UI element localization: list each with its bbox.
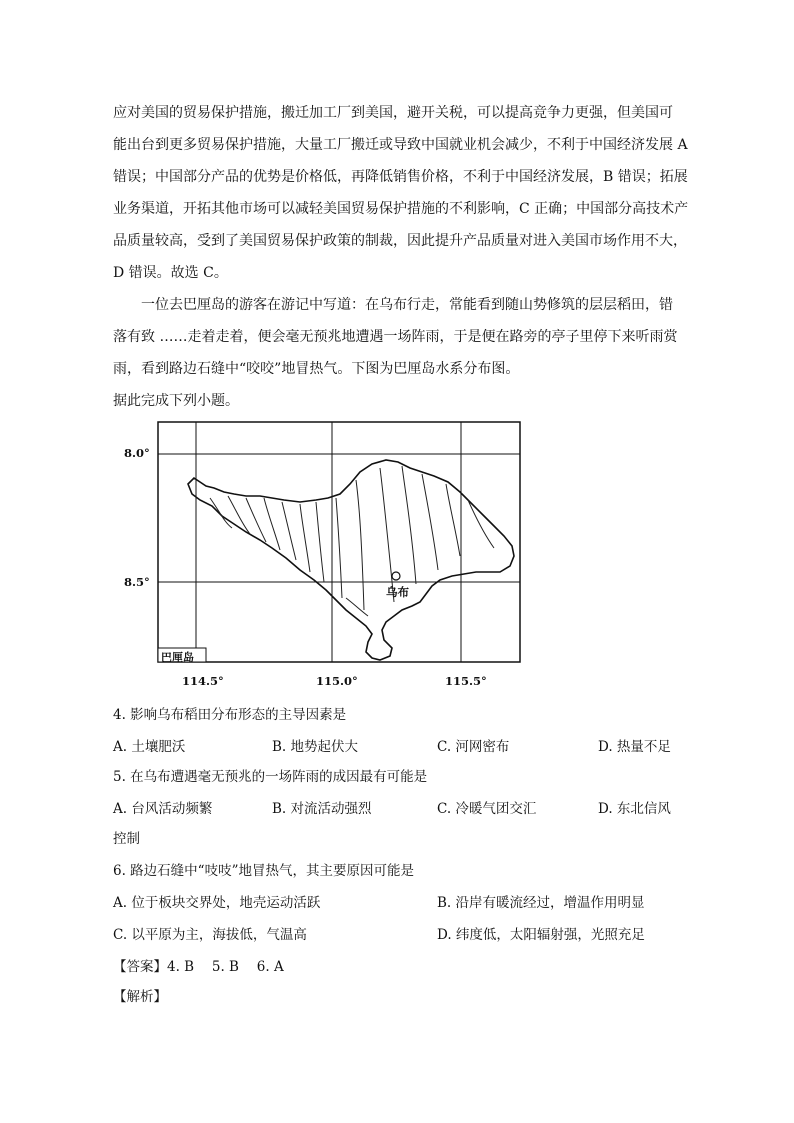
option-a: A. 台风活动频繁 xyxy=(113,801,213,817)
passage-line: D 错误。故选 C。 xyxy=(113,265,228,281)
option-d: D. 热量不足 xyxy=(598,739,671,755)
analysis-heading: 【解析】 xyxy=(113,989,167,1005)
lon-label: 115.0° xyxy=(316,674,358,688)
option-b: B. 地势起伏大 xyxy=(272,739,359,755)
passage-line: 品质量较高，受到了美国贸易保护政策的制裁，因此提升产品质量对进入美国市场作用不大， xyxy=(113,233,687,249)
question-stem: 5. 在乌布遭遇毫无预兆的一场阵雨的成因最有可能是 xyxy=(113,769,428,785)
option-d-wrap: 控制 xyxy=(113,831,140,847)
island-label: 巴厘岛 xyxy=(161,651,194,664)
material-line: 落有致 ……走着走着，便会毫无预兆地遭遇一场阵雨，于是便在路旁的亭子里停下来听雨赏 xyxy=(113,329,678,345)
option-a: A. 土壤肥沃 xyxy=(113,739,186,755)
passage-line: 能出台到更多贸易保护措施，大量工厂搬迁或导致中国就业机会减少，不利于中国经济发展 A xyxy=(113,137,688,153)
option-c: C. 河网密布 xyxy=(437,739,510,755)
option-c: C. 以平原为主，海拔低，气温高 xyxy=(113,927,307,943)
lon-label: 115.5° xyxy=(445,674,487,688)
question-stem: 6. 路边石缝中“吱吱”地冒热气，其主要原因可能是 xyxy=(113,863,414,879)
passage-line: 业务渠道，开拓其他市场可以减轻美国贸易保护措施的不利影响，C 正确；中国部分高技术产 xyxy=(113,201,689,217)
option-b: B. 沿岸有暖流经过，增温作用明显 xyxy=(437,895,645,911)
lon-label: 114.5° xyxy=(182,674,224,688)
map-drawing xyxy=(150,420,522,672)
bali-river-map xyxy=(124,420,522,672)
passage-line: 错误；中国部分产品的优势是价格低，再降低销售价格，不利于中国经济发展，B 错误；拓展 xyxy=(113,169,688,185)
lat-label: 8.5° xyxy=(124,575,150,589)
option-d: D. 纬度低，太阳辐射强，光照充足 xyxy=(437,927,645,943)
option-a: A. 位于板块交界处，地壳运动活跃 xyxy=(113,895,321,911)
answer-line: 【答案】4. B 5. B 6. A xyxy=(113,959,284,975)
option-b: B. 对流活动强烈 xyxy=(272,801,372,817)
option-c: C. 冷暖气团交汇 xyxy=(437,801,537,817)
material-line: 据此完成下列小题。 xyxy=(113,393,239,409)
question-stem: 4. 影响乌布稻田分布形态的主导因素是 xyxy=(113,707,347,723)
lat-label: 8.0° xyxy=(124,446,150,460)
option-d: D. 东北信风 xyxy=(598,801,671,817)
material-line: 一位去巴厘岛的游客在游记中写道：在乌布行走，常能看到随山势修筑的层层稻田，错 xyxy=(141,297,673,313)
material-line: 雨，看到路边石缝中“咬咬”地冒热气。下图为巴厘岛水系分布图。 xyxy=(113,361,520,377)
town-label: 乌布 xyxy=(386,585,409,599)
passage-line: 应对美国的贸易保护措施，搬迁加工厂到美国，避开关税，可以提高竞争力更强，但美国可 xyxy=(113,105,673,121)
